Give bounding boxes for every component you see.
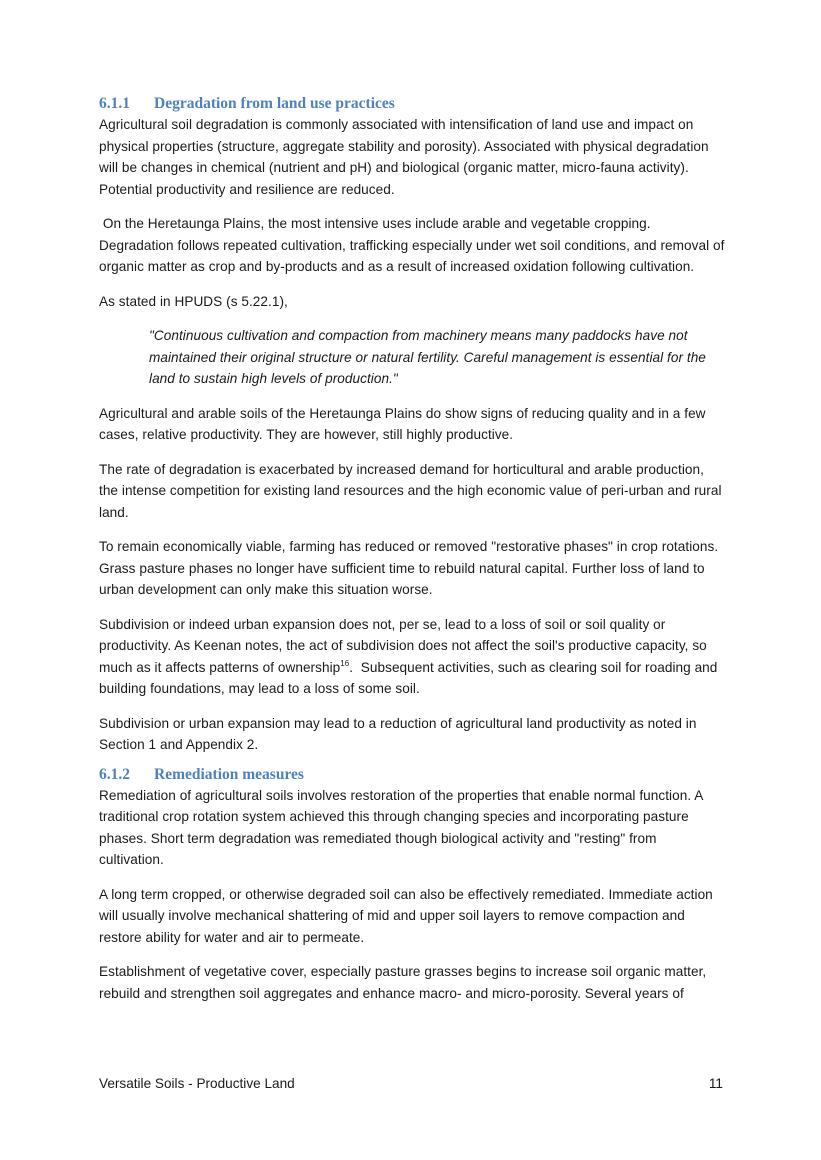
paragraph-text: . Subsequent activities, such as clearing soil for roading and building foundations, may lead to a loss of some soil. — [99, 659, 722, 696]
page-number: 11 — [708, 1076, 723, 1091]
block-quote: "Continuous cultivation and compaction from machinery means many paddocks have not maintained their original structure or natural fertility. Careful management is essential for the land to sustain high levels of production." — [149, 328, 706, 386]
paragraph: On the Heretaunga Plains, the most intensive uses include arable and vegetable cropping. Degradation follows repeated cultivation, trafficking especially under wet soil conditions, and removal of organic matter as crop and by-products and as a result of increased oxidation following cultivation. — [99, 216, 729, 274]
footnote-reference[interactable]: 16 — [340, 658, 350, 668]
section-heading-6-1-2 — [99, 765, 725, 785]
paragraph: As stated in HPUDS (s 5.22.1), — [99, 293, 288, 309]
paragraph: Agricultural and arable soils of the Heretaunga Plains do show signs of reducing quality and in a few cases, relative productivity. They are however, still highly productive. — [99, 405, 706, 442]
paragraph: Subdivision or urban expansion may lead to a reduction of agricultural land productivity as noted in Section 1 and Appendix 2. — [99, 715, 697, 752]
document-body — [99, 94, 729, 1017]
section-number: 6.1.1 — [99, 95, 130, 112]
paragraph-text: Subdivision or indeed urban expansion does not, per se, lead to a loss of soil or soil quality or productivity. As Keenan notes, the act of subdivision does not affect the soil's productive capacity, so much as it affects patterns of ownership — [99, 616, 707, 675]
paragraph-subdivision — [99, 614, 725, 700]
section-title: Degradation from land use practices — [154, 95, 395, 112]
paragraph: Establishment of vegetative cover, especially pasture grasses begins to increase soil organic matter, rebuild and strengthen soil aggregates and enhance macro- and micro-porosity. Several years of — [99, 964, 707, 1001]
paragraph: The rate of degradation is exacerbated by increased demand for horticultural and arable production, the intense competition for existing land resources and the high economic value of peri-urban and rural land. — [99, 461, 722, 520]
paragraph: A long term cropped, or otherwise degraded soil can also be effectively remediated. Immediate action will usually involve mechanical shattering of mid and upper soil layers to remove compaction and restore ability for water and air to permeate. — [99, 886, 713, 945]
paragraph: Remediation of agricultural soils involves restoration of the properties that enable normal function. A traditional crop rotation system achieved this through changing species and incorporating pasture phases. Short term degradation was remediated though biological activity and "resting" from cultivation. — [99, 787, 703, 867]
paragraph: To remain economically viable, farming has reduced or removed "restorative phases" in crop rotations. Grass pasture phases no longer have sufficient time to rebuild natural capital. Further loss of land to urban development can only make this situation worse. — [99, 539, 719, 597]
section-heading-6-1-1 — [99, 94, 725, 114]
paragraph: Agricultural soil degradation is commonly associated with intensification of land use and impact on physical properties (structure, aggregate stability and porosity). Associated with physical degradation will be changes in chemical (nutrient and pH) and biological (organic matter, micro-fauna activity). Potential productivity and resilience are reduced. — [99, 117, 709, 197]
section-number: 6.1.2 — [99, 765, 130, 783]
page-footer — [99, 1076, 723, 1091]
section-title: Remediation measures — [154, 765, 304, 783]
footer-title: Versatile Soils - Productive Land — [99, 1076, 295, 1091]
